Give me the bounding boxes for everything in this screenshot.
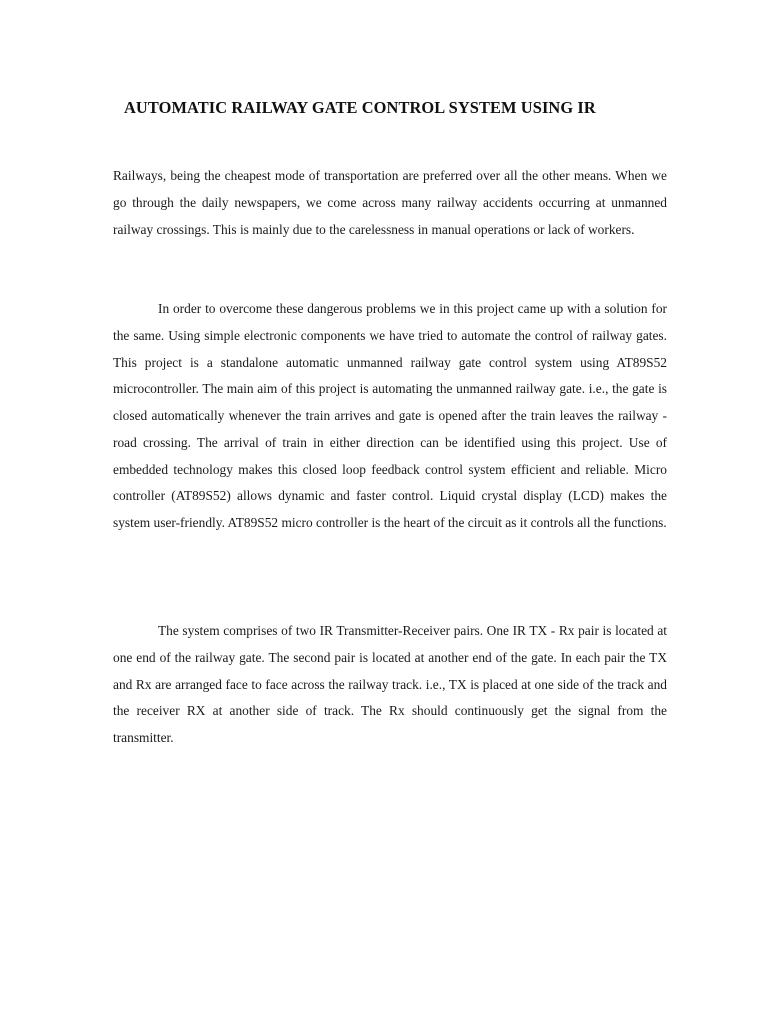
paragraph-system: The system comprises of two IR Transmitter-Receiver pairs. One IR TX - Rx pair is located at one end of the railway gate. The second pair is located at another end of the gate. In each pair the TX and Rx are arranged face to face across the railway track. i.e., TX is placed at one side of the track and the receiver RX at another side of track. The Rx should continuously get the signal from the transmitter. bbox=[113, 623, 667, 745]
document-title: AUTOMATIC RAILWAY GATE CONTROL SYSTEM USING IR bbox=[124, 98, 596, 117]
paragraph-intro: Railways, being the cheapest mode of transportation are preferred over all the other means. When we go through the daily newspapers, we come across many railway accidents occurring at unmanned railway crossings. This is mainly due to the carelessness in manual operations or lack of workers. bbox=[113, 168, 667, 237]
paragraph-solution: In order to overcome these dangerous problems we in this project came up with a solution for the same. Using simple electronic components we have tried to automate the control of railway gates. This project is a standalone automatic unmanned railway gate control system using AT89S52 microcontroller. The main aim of this project is automating the unmanned railway gate. i.e., the gate is closed automatically whenever the train arrives and gate is opened after the train leaves the railway - road crossing. The arrival of train in either direction can be identified using this project. Use of embedded technology makes this closed loop feedback control system efficient and reliable. Micro controller (AT89S52) allows dynamic and faster control. Liquid crystal display (LCD) makes the system user-friendly. AT89S52 micro controller is the heart of the circuit as it controls all the functions. bbox=[113, 301, 667, 530]
